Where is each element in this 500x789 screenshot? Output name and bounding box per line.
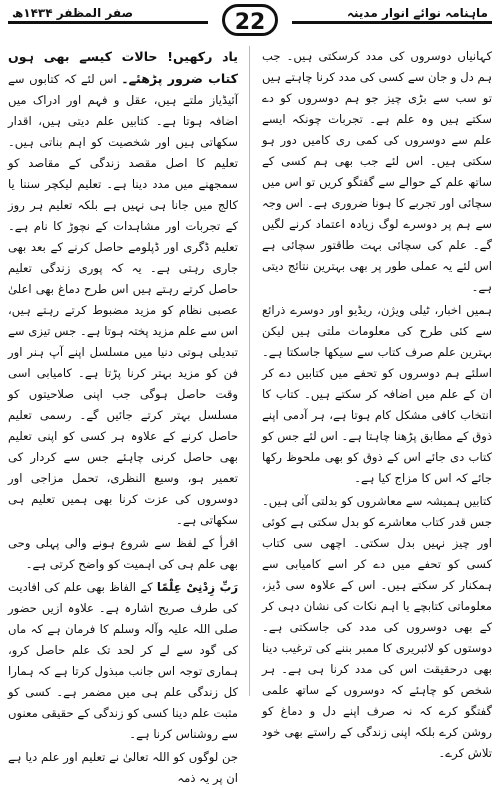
issue-date: صفر المظفر ۱۴۳۴ھ — [8, 6, 137, 20]
left-paragraph-2: اقرأ کے لفظ سے شروع ہونے والی پہلی وحی بھی علم ہی کی اہمیت کو واضح کرتی ہے۔ — [8, 536, 238, 571]
right-column — [261, 46, 492, 760]
left-paragraph-1: اس لئے کہ کتابوں سے آئیڈیاز ملتے ہیں، عقل و فہم اور ادراک میں اضافہ ہوتا ہے۔ کتابیں علم دیتی ہیں، اقدار سکھاتی ہیں اور شخصیت کو اہم بناتی ہیں۔ تعلیم کا اصل مقصد زندگی کے مقاصد کو سمجھنے میں مدد دینا ہے۔ تعلیم لیکچر سننا یا کالج میں جانا ہی نہیں ہے بلکہ تعلیم ہر روز کے تجربات اور مشاہدات کے نچوڑ کا نام ہے۔ تعلیم ڈگری اور ڈپلومے حاصل کرنے کے بعد بھی جاری رہتی ہے۔ یہ کہ پوری زندگی تعلیم حاصل کرتے رہتے ہیں اس طرح دماغ بھی اعلیٰ عصبی نظام کو مزید مضبوط کرتے رہتے ہیں، اس سے علم مزید پختہ ہوتا ہے۔ جس تیزی سے تبدیلی ہوتی دنیا میں مسلسل اپنے آپ ہنر اور فن کو مزید بہتر کرنا پڑتا ہے۔ کامیابی اسی وقت حاصل ہوگی جب اپنی صلاحیتوں کو مسلسل بہتر کرتے جائیں گے۔ رسمی تعلیم حاصل کرنے کے علاوہ ہر کسی کو اپنی تعلیم بھی حاصل کرنی چاہئے جس سے کردار کی تعمیر ہو، وسیع النظری، تحمل مزاجی اور دوسروں کی عزت کرنا بھی ہمیں تعلیم ہی سکھاتی ہے۔ — [8, 72, 238, 527]
header-rule-right — [292, 21, 492, 24]
left-paragraph-3: کے الفاظ بھی علم کی افادیت کی طرف صریح اشارہ ہے۔ علاوہ ازیں حضور صلی اللہ علیہ وآلہ وسلم کا فرمان ہے کہ ماں کی گود سے لے کر لحد تک علم حاصل کرو، ہماری توجہ اس جانب مبذول کرتا ہے کہ ہمارا کل زندگی علم ہی میں مضمر ہے۔ کسی کو مثبت علم دینا کسی کو زندگی کے حقیقی معنوں سے روشناس کرنا ہے۔ — [8, 580, 238, 741]
bold-lead: یاد رکھیں! حالات کیسے بھی ہوں کتاب ضرور پڑھئے۔ — [8, 49, 239, 86]
right-paragraph-3: کتابیں ہمیشہ سے معاشروں کو بدلتی آئی ہیں۔ جس قدر کتاب معاشرے کو بدل سکتی ہے کوئی اور چیز نہیں بدل سکتی۔ اچھی سی کتاب کسی کو تحفے میں دے کر اسے کامیابی سے ہمکنار کر سکتے ہیں۔ اس کے علاوہ سی ڈیز، معلوماتی کتابچے یا اہم نکات کی نشان دہی کر کے بھی دوسروں کی مدد کی جاسکتی ہے۔ دوستوں کو لائبریری کا ممبر بننے کی ترغیب دینا بھی درحقیقت اس کی مدد کرنا ہی ہے۔ ہر شخص کو چاہئے کہ دوسروں کے ساتھ علمی گفتگو کرے کہ نہ صرف اپنے دل و دماغ کو روشن کرے بلکہ اپنی زندگی کے راستے بھی خود تلاش کرے۔ — [262, 494, 492, 760]
left-paragraph-4: جن لوگوں کو اللہ تعالیٰ نے تعلیم اور علم دیا ہے ان پر یہ ذمہ — [8, 750, 238, 785]
magazine-title: ماہنامہ نوائے انوار مدینہ — [343, 6, 492, 20]
left-column — [8, 46, 239, 785]
page-number: 22 — [222, 4, 278, 36]
right-paragraph-2: ہمیں اخبار، ٹیلی ویژن، ریڈیو اور دوسرے ذرائع سے کئی طرح کی معلومات ملتی ہیں لیکن بہترین علم صرف کتاب سے سیکھا جاسکتا ہے۔ اسلئے ہم دوسروں کو تحفے میں کتابیں دے کر ان کے علم میں اضافہ کر سکتے ہیں۔ کتاب کا انتخاب کافی مشکل کام ہوتا ہے، ہر آدمی اپنے ذوق کے مطابق پڑھنا چاہتا ہے۔ اس لئے جس کو کتاب دی جائے اس کے ذوق کو بھی ملحوظ رکھا جائے کہ اس کا مزاج کیا ہے۔ — [262, 303, 492, 485]
right-paragraph-1: کہانیاں دوسروں کی مدد کرسکتی ہیں۔ جب ہم دل و جان سے کسی کی مدد کرنا چاہتے ہیں تو سب سے بڑی چیز جو ہم دوسروں کو دے سکتے ہیں وہ علم ہے۔ تجربات چونکہ ایسے علم سے دوسروں کی کمی ری کامیں دور ہو سکتی ہیں۔ اس لئے جب بھی ہم کسی کے ساتھ علم کے حوالے سے گفتگو کریں تو اس میں سچائی اور تجربے کا ہونا ضروری ہے۔ اس وجہ سے ہم پر دوسرے لوگ زیادہ اعتماد کرنے لگیں گے۔ علم کی سچائی بہت طاقتور سچائی ہے اس لئے یہ عملی طور پر بھی بہترین نتائج دیتی ہے۔ — [261, 49, 492, 294]
header-rule-left — [8, 21, 208, 24]
quran-quote: رَبِّ زِدْنِیْ عِلْمًا — [156, 580, 238, 594]
magazine-page — [8, 4, 492, 785]
page-header — [8, 4, 492, 40]
column-divider — [249, 46, 250, 696]
